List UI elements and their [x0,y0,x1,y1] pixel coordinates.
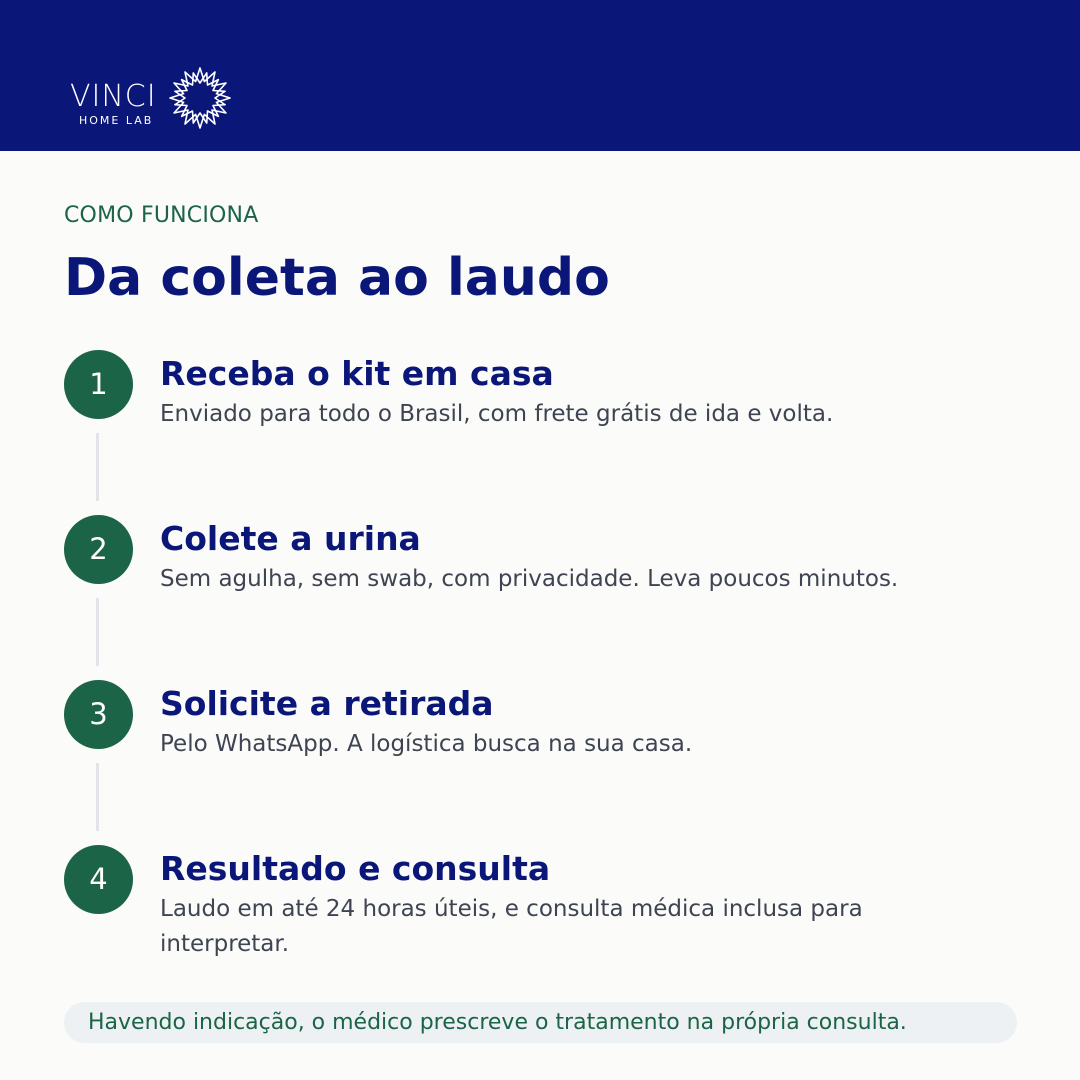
page-title: Da coleta ao laudo [64,248,610,308]
brand-subtitle: HOME LAB [79,114,154,127]
step-number-badge: 1 [64,350,133,419]
step-title: Receba o kit em casa [160,354,554,393]
footer-note [64,1002,1017,1043]
brand-logo [70,66,235,136]
section-eyebrow: COMO FUNCIONA [64,203,259,228]
header-bar [0,0,1080,151]
step-connector-line [96,433,99,501]
step-connector-line [96,598,99,666]
step-description: Sem agulha, sem swab, com privacidade. Leva poucos minutos. [160,566,899,592]
brand-name: VINCI [70,79,157,114]
step-title: Solicite a retirada [160,684,494,723]
step-connector-line [96,763,99,831]
step-description: Enviado para todo o Brasil, com frete grátis de ida e volta. [160,401,834,427]
step-number-badge: 2 [64,515,133,584]
step-description: Laudo em até 24 horas úteis, e consulta médica inclusa para interpretar. [160,896,863,957]
step-number-badge: 3 [64,680,133,749]
step-title: Resultado e consulta [160,849,551,888]
step-number-badge: 4 [64,845,133,914]
step-description: Pelo WhatsApp. A logística busca na sua casa. [160,731,693,757]
footer-note-text: Havendo indicação, o médico prescreve o tratamento na própria consulta. [88,1010,907,1035]
starburst-logo-icon [168,66,232,130]
step-title: Colete a urina [160,519,421,558]
